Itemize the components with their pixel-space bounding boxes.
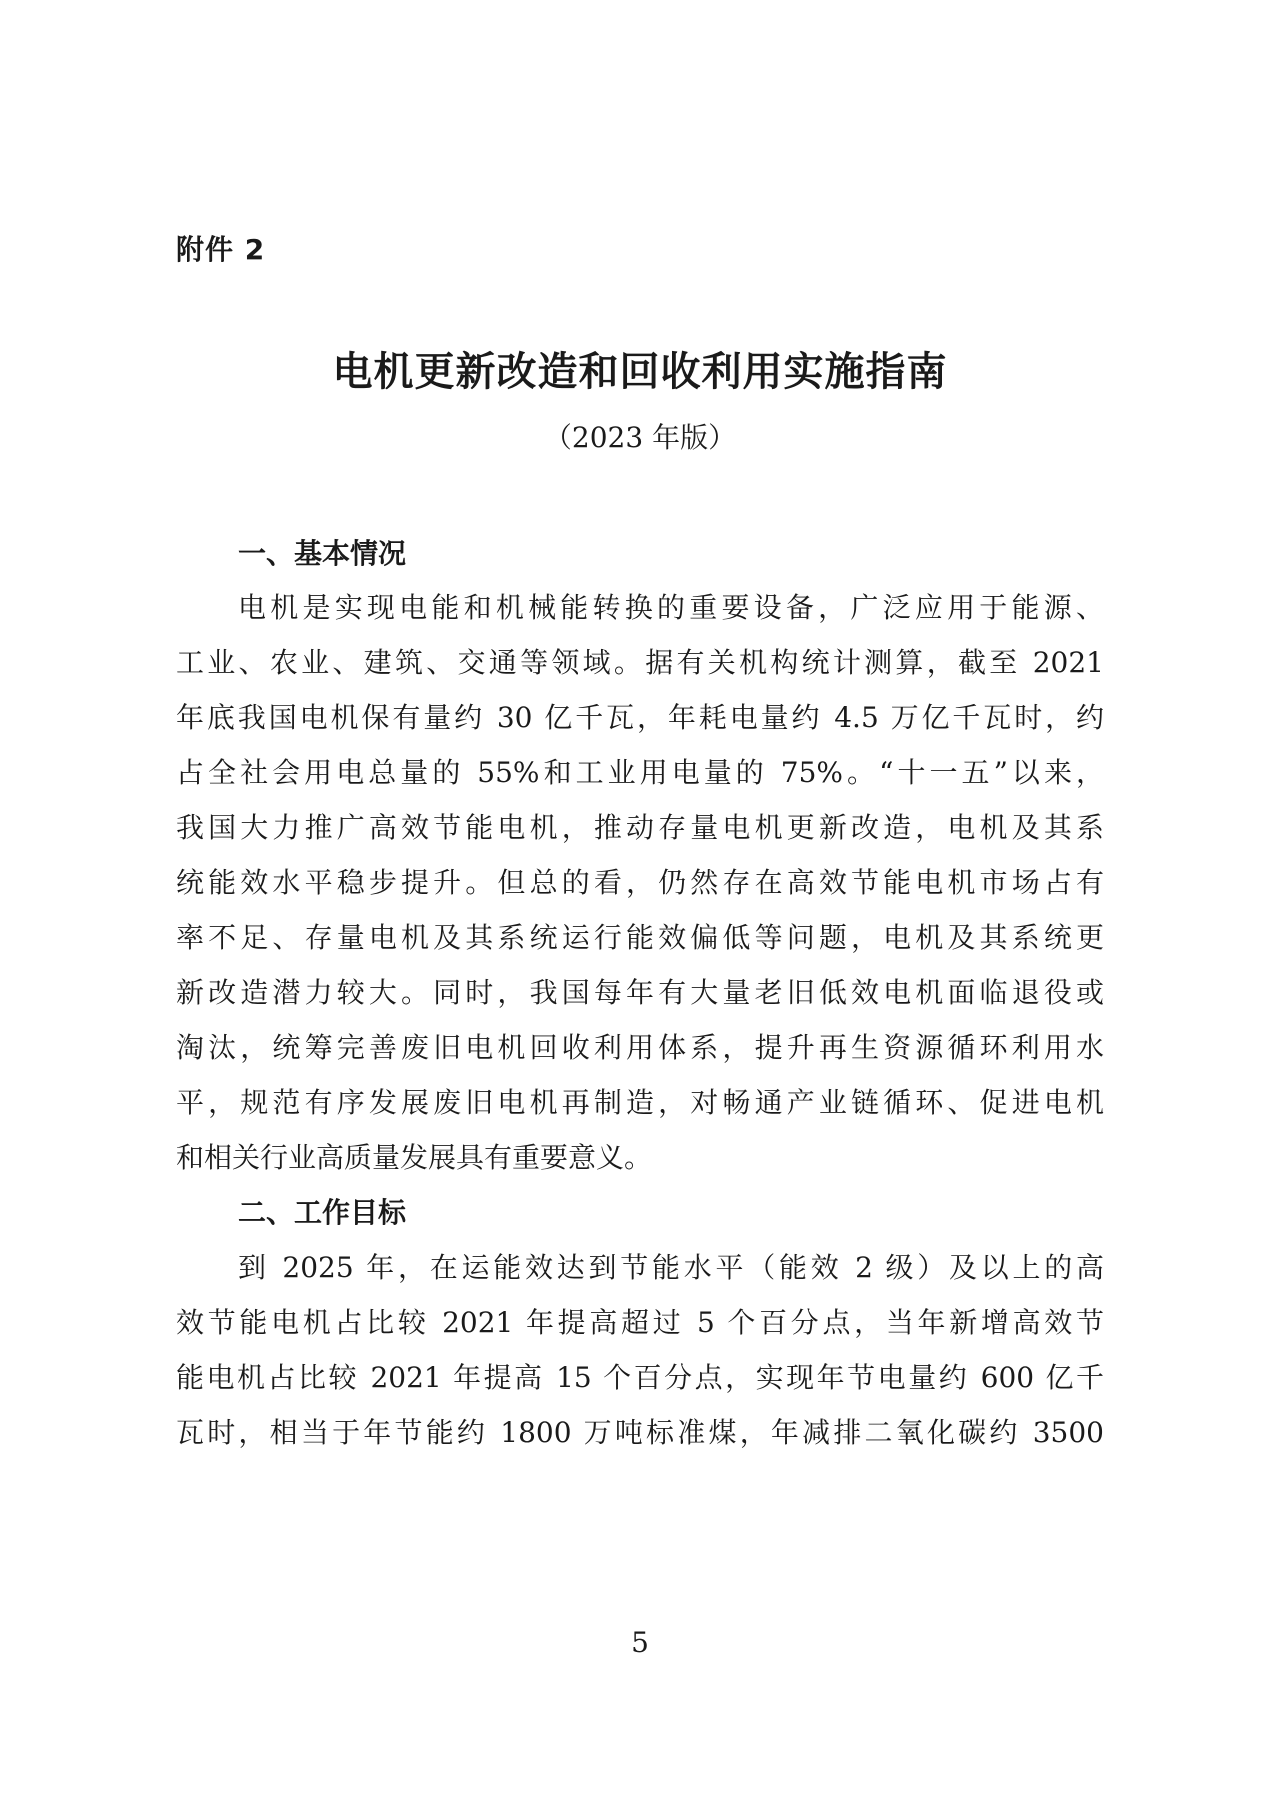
paragraph-line: 能电机占比较 2021 年提高 15 个百分点，实现年节电量约 600 亿千 <box>176 1361 1104 1394</box>
paragraph-line: 淘汰，统筹完善废旧电机回收利用体系，提升再生资源循环利用水 <box>176 1031 1104 1064</box>
paragraph-line: 我国大力推广高效节能电机，推动存量电机更新改造，电机及其系 <box>176 811 1104 844</box>
section-heading: 二、工作目标 <box>238 1196 407 1229</box>
paragraph-line: 瓦时，相当于年节能约 1800 万吨标准煤，年减排二氧化碳约 3500 <box>176 1416 1104 1449</box>
paragraph-line: 占全社会用电总量的 55%和工业用电量的 75%。“十一五”以来， <box>176 756 1104 789</box>
paragraph-line: 电机是实现电能和机械能转换的重要设备，广泛应用于能源、 <box>238 591 1104 624</box>
page-number: 5 <box>631 1626 649 1659</box>
paragraph-line: 到 2025 年，在运能效达到节能水平（能效 2 级）及以上的高 <box>238 1251 1104 1284</box>
paragraph-line: 率不足、存量电机及其系统运行能效偏低等问题，电机及其系统更 <box>176 921 1104 954</box>
edition-label: （2023 年版） <box>543 421 737 454</box>
paragraph-line: 和相关行业高质量发展具有重要意义。 <box>176 1141 653 1174</box>
paragraph-line: 工业、农业、建筑、交通等领域。据有关机构统计测算，截至 2021 <box>176 646 1104 679</box>
paragraph-line: 效节能电机占比较 2021 年提高超过 5 个百分点，当年新增高效节 <box>176 1306 1104 1339</box>
paragraph-line: 新改造潜力较大。同时，我国每年有大量老旧低效电机面临退役或 <box>176 976 1104 1009</box>
paragraph-line: 统能效水平稳步提升。但总的看，仍然存在高效节能电机市场占有 <box>176 866 1104 899</box>
document-title: 电机更新改造和回收利用实施指南 <box>332 348 948 395</box>
paragraph-line: 年底我国电机保有量约 30 亿千瓦，年耗电量约 4.5 万亿千瓦时，约 <box>176 701 1104 734</box>
paragraph-line: 平，规范有序发展废旧电机再制造，对畅通产业链循环、促进电机 <box>176 1086 1104 1119</box>
attachment-label: 附件 2 <box>176 233 266 266</box>
section-heading: 一、基本情况 <box>238 537 407 570</box>
